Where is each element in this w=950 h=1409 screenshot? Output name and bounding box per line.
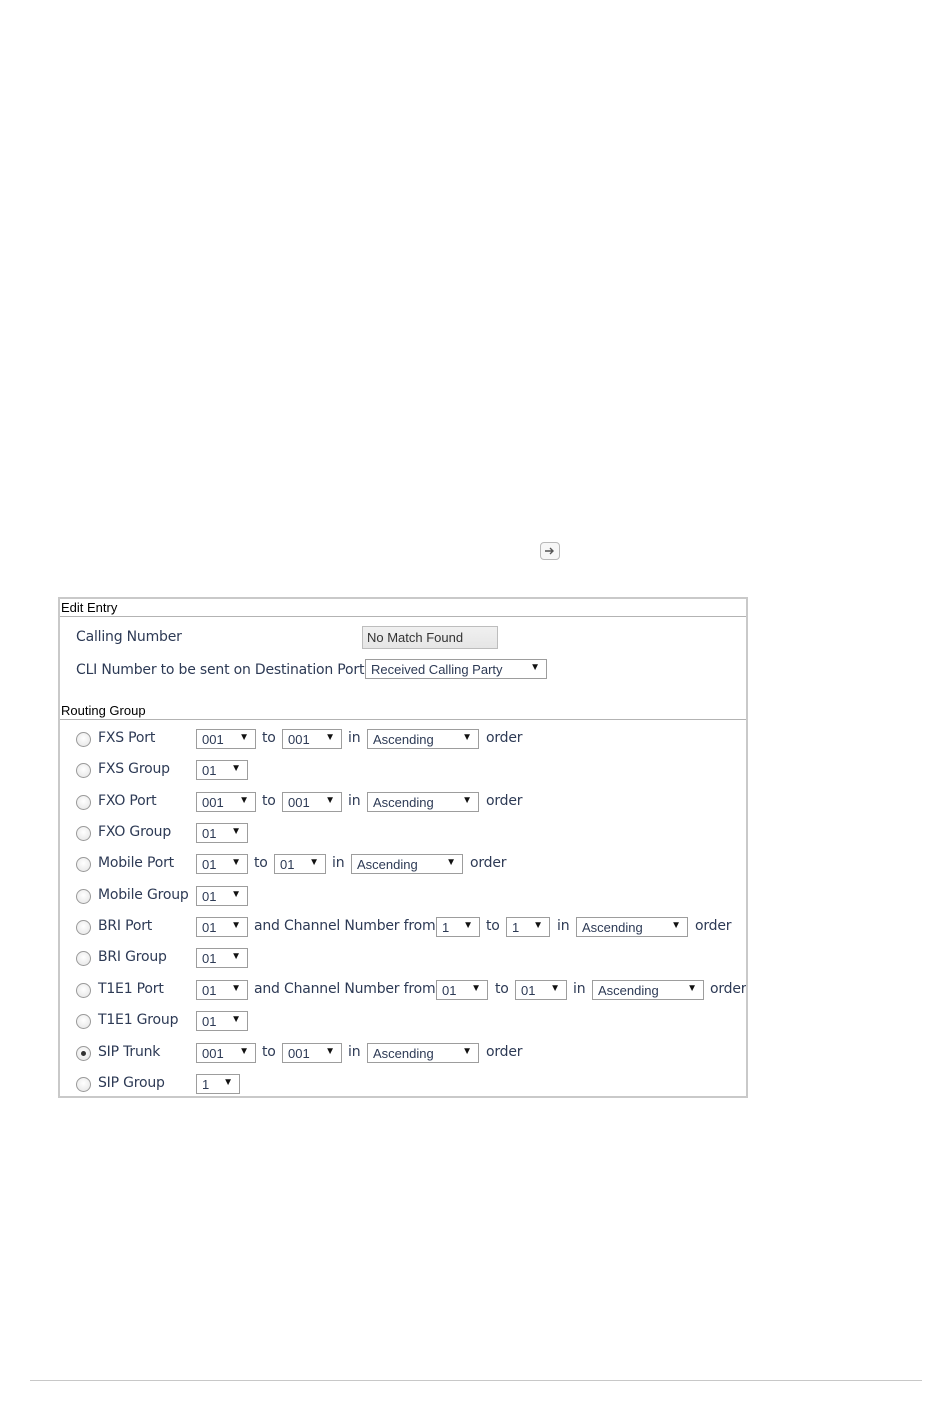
fxs-port-from-select[interactable] xyxy=(196,729,256,749)
chevron-down-icon: ▼ xyxy=(239,1046,249,1057)
radio-sip-group[interactable] xyxy=(76,1077,91,1092)
chevron-down-icon: ▼ xyxy=(309,857,319,868)
fxo-port-from-select[interactable] xyxy=(196,792,256,812)
bri-group-label: BRI Group xyxy=(98,949,167,965)
radio-t1e1-port[interactable] xyxy=(76,983,91,998)
to-text: to xyxy=(495,981,509,997)
in-text: in xyxy=(557,918,570,934)
chevron-down-icon: ▼ xyxy=(231,857,241,868)
bri-group-select[interactable] xyxy=(196,948,248,968)
select-value: 01 xyxy=(202,857,217,872)
t1e1-channel-from-select[interactable] xyxy=(436,980,488,1000)
order-text: order xyxy=(486,1044,523,1060)
select-value: Ascending xyxy=(373,795,434,810)
mobile-port-label: Mobile Port xyxy=(98,855,174,871)
fxo-group-label: FXO Group xyxy=(98,824,172,840)
order-text: order xyxy=(486,730,523,746)
fxs-port-to-select[interactable] xyxy=(282,729,342,749)
select-value: 001 xyxy=(288,795,310,810)
select-value: 001 xyxy=(202,795,224,810)
chevron-down-icon: ▼ xyxy=(533,920,543,931)
channel-from-text: and Channel Number from xyxy=(254,918,436,934)
edit-entry-title: Edit Entry xyxy=(61,600,118,615)
select-value: 01 xyxy=(202,1014,217,1029)
select-value: 1 xyxy=(442,920,450,935)
chevron-down-icon: ▼ xyxy=(462,1046,472,1057)
chevron-down-icon: ▼ xyxy=(462,795,472,806)
chevron-down-icon: ▼ xyxy=(462,732,472,743)
mobile-port-from-select[interactable] xyxy=(196,854,248,874)
select-value: 001 xyxy=(202,1046,224,1061)
select-value: 1 xyxy=(202,1077,210,1092)
radio-fxo-group[interactable] xyxy=(76,826,91,841)
chevron-down-icon: ▼ xyxy=(530,662,540,673)
bri-channel-to-select[interactable] xyxy=(506,917,550,937)
select-value: 01 xyxy=(202,763,217,778)
calling-number-label: Calling Number xyxy=(76,629,182,645)
cli-number-value: Received Calling Party xyxy=(371,662,503,677)
t1e1-port-label: T1E1 Port xyxy=(98,981,164,997)
page-footer-divider xyxy=(30,1380,922,1381)
select-value: 01 xyxy=(280,857,295,872)
bri-order-select[interactable] xyxy=(576,917,688,937)
bri-port-select[interactable] xyxy=(196,917,248,937)
fxo-group-select[interactable] xyxy=(196,823,248,843)
chevron-down-icon: ▼ xyxy=(325,795,335,806)
sip-group-label: SIP Group xyxy=(98,1075,165,1091)
routing-group-title: Routing Group xyxy=(61,703,146,718)
mobile-group-select[interactable] xyxy=(196,886,248,906)
chevron-down-icon: ▼ xyxy=(687,983,697,994)
calling-number-field: No Match Found xyxy=(362,626,498,649)
cli-number-label: CLI Number to be sent on Destination Port xyxy=(76,662,365,678)
t1e1-group-label: T1E1 Group xyxy=(98,1012,179,1028)
chevron-down-icon: ▼ xyxy=(446,857,456,868)
section-divider xyxy=(60,719,746,720)
select-value: Ascending xyxy=(373,1046,434,1061)
sip-trunk-to-select[interactable] xyxy=(282,1043,342,1063)
sip-trunk-label: SIP Trunk xyxy=(98,1044,161,1060)
select-value: Ascending xyxy=(598,983,659,998)
chevron-down-icon: ▼ xyxy=(231,1014,241,1025)
fxo-port-order-select[interactable] xyxy=(367,792,479,812)
chevron-down-icon: ▼ xyxy=(550,983,560,994)
select-value: 001 xyxy=(202,732,224,747)
chevron-down-icon: ▼ xyxy=(231,920,241,931)
to-text: to xyxy=(262,793,276,809)
radio-mobile-port[interactable] xyxy=(76,857,91,872)
select-value: 1 xyxy=(512,920,520,935)
select-value: 01 xyxy=(202,889,217,904)
fxs-group-label: FXS Group xyxy=(98,761,170,777)
chevron-down-icon: ▼ xyxy=(231,763,241,774)
select-value: 01 xyxy=(202,983,217,998)
radio-sip-trunk[interactable] xyxy=(76,1046,91,1061)
to-text: to xyxy=(262,1044,276,1060)
fxs-group-select[interactable] xyxy=(196,760,248,780)
t1e1-channel-to-select[interactable] xyxy=(515,980,567,1000)
to-text: to xyxy=(262,730,276,746)
radio-t1e1-group[interactable] xyxy=(76,1014,91,1029)
order-text: order xyxy=(470,855,507,871)
t1e1-order-select[interactable] xyxy=(592,980,704,1000)
select-value: 01 xyxy=(521,983,536,998)
radio-fxs-group[interactable] xyxy=(76,763,91,778)
in-text: in xyxy=(348,793,361,809)
order-text: order xyxy=(486,793,523,809)
in-text: in xyxy=(332,855,345,871)
order-text: order xyxy=(695,918,732,934)
t1e1-group-select[interactable] xyxy=(196,1011,248,1031)
select-value: 01 xyxy=(442,983,457,998)
mobile-port-to-select[interactable] xyxy=(274,854,326,874)
chevron-down-icon: ▼ xyxy=(231,951,241,962)
fxo-port-to-select[interactable] xyxy=(282,792,342,812)
chevron-down-icon: ▼ xyxy=(671,920,681,931)
select-value: 01 xyxy=(202,826,217,841)
chevron-down-icon: ▼ xyxy=(325,1046,335,1057)
sip-trunk-from-select[interactable] xyxy=(196,1043,256,1063)
select-value: 01 xyxy=(202,920,217,935)
select-value: 001 xyxy=(288,1046,310,1061)
radio-bri-port[interactable] xyxy=(76,920,91,935)
chevron-down-icon: ▼ xyxy=(223,1077,233,1088)
chevron-down-icon: ▼ xyxy=(231,889,241,900)
chevron-down-icon: ▼ xyxy=(471,983,481,994)
select-value: Ascending xyxy=(582,920,643,935)
chevron-down-icon: ▼ xyxy=(239,732,249,743)
bri-channel-from-select[interactable] xyxy=(436,917,480,937)
section-divider xyxy=(60,616,746,617)
channel-from-text: and Channel Number from xyxy=(254,981,436,997)
edit-entry-panel xyxy=(58,597,748,1098)
radio-fxs-port[interactable] xyxy=(76,732,91,747)
to-text: to xyxy=(486,918,500,934)
to-text: to xyxy=(254,855,268,871)
fxs-port-label: FXS Port xyxy=(98,730,156,746)
arrow-right-icon[interactable] xyxy=(540,542,560,560)
fxs-port-order-select[interactable] xyxy=(367,729,479,749)
mobile-group-label: Mobile Group xyxy=(98,887,189,903)
chevron-down-icon: ▼ xyxy=(463,920,473,931)
sip-trunk-order-select[interactable] xyxy=(367,1043,479,1063)
radio-fxo-port[interactable] xyxy=(76,795,91,810)
fxo-port-label: FXO Port xyxy=(98,793,157,809)
cli-number-select[interactable] xyxy=(365,659,547,679)
in-text: in xyxy=(348,730,361,746)
bri-port-label: BRI Port xyxy=(98,918,153,934)
t1e1-port-select[interactable] xyxy=(196,980,248,1000)
select-value: 01 xyxy=(202,951,217,966)
select-value: Ascending xyxy=(373,732,434,747)
in-text: in xyxy=(573,981,586,997)
mobile-port-order-select[interactable] xyxy=(351,854,463,874)
chevron-down-icon: ▼ xyxy=(231,826,241,837)
chevron-down-icon: ▼ xyxy=(325,732,335,743)
chevron-down-icon: ▼ xyxy=(231,983,241,994)
select-value: 001 xyxy=(288,732,310,747)
sip-group-select[interactable] xyxy=(196,1074,240,1094)
radio-bri-group[interactable] xyxy=(76,951,91,966)
in-text: in xyxy=(348,1044,361,1060)
order-text: order xyxy=(710,981,746,997)
chevron-down-icon: ▼ xyxy=(239,795,249,806)
radio-mobile-group[interactable] xyxy=(76,889,91,904)
select-value: Ascending xyxy=(357,857,418,872)
